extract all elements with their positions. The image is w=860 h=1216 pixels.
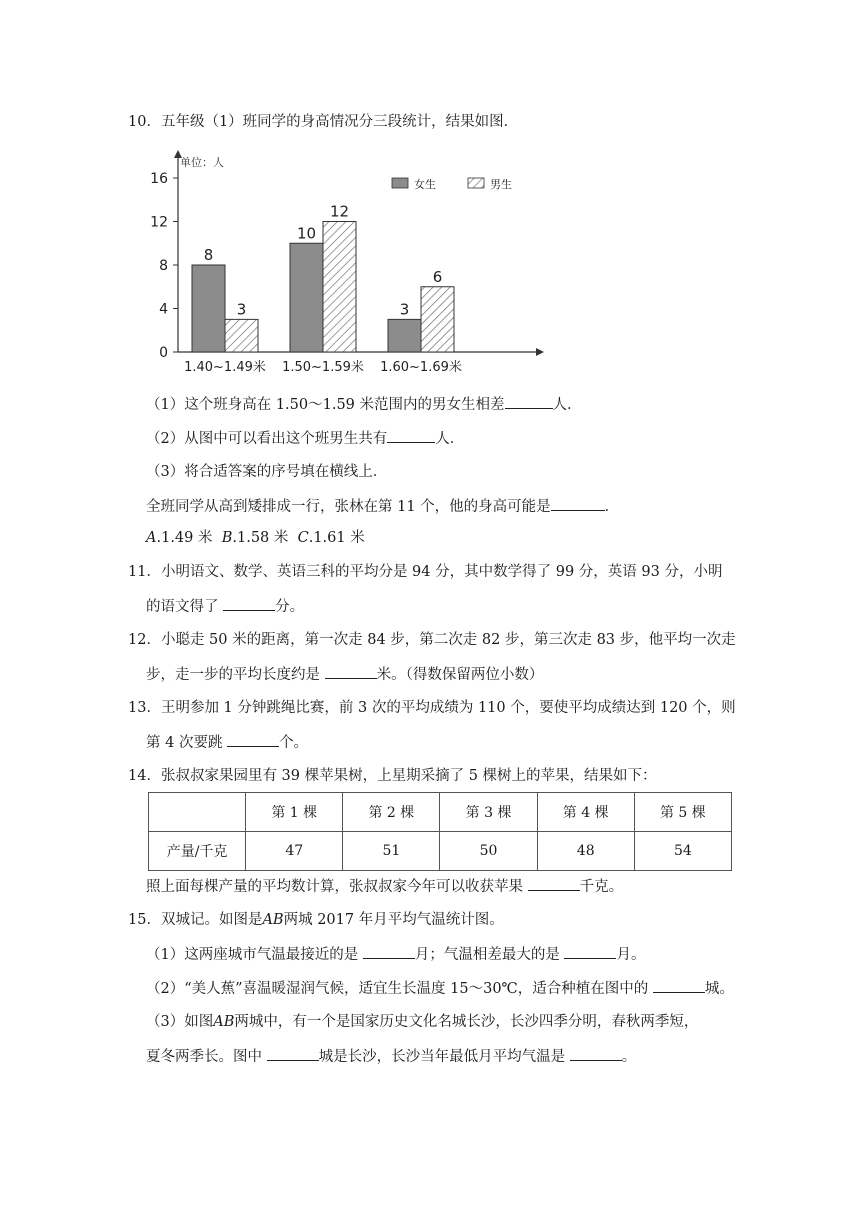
answer-blank[interactable] [505, 394, 553, 409]
bar-boys [225, 319, 258, 352]
apple-yield-table [148, 792, 732, 871]
q14-stem: 14．张叔叔家果园里有 39 棵苹果树，上星期采摘了 5 棵树上的苹果，结果如下： [128, 768, 657, 784]
q12-line1: 12．小聪走 50 米的距离，第一次走 84 步，第二次走 82 步，第三次走 83 步，他平均一次走 [128, 632, 736, 648]
q15-sub3: （3）如图AB两城中，有一个是国家历史文化名城长沙，长沙四季分明，春秋两季短， [146, 1014, 699, 1030]
bar-girls [290, 243, 323, 352]
table-row [149, 832, 732, 871]
answer-blank[interactable] [227, 732, 279, 747]
answer-blank[interactable] [528, 876, 580, 891]
table-cell: 54 [634, 832, 731, 871]
q13-line1: 13．王明参加 1 分钟跳绳比赛，前 3 次的平均成绩为 110 个，要使平均成绩达到 120 个，则 [128, 700, 736, 716]
bar-value-label: 6 [432, 267, 443, 286]
legend-label: 男生 [490, 178, 512, 191]
q10-sub3: （3）将合适答案的序号填在横线上． [146, 464, 388, 480]
y-tick-label: 8 [159, 258, 168, 274]
q10-sub2: （2）从图中可以看出这个班男生共有 人． [146, 428, 464, 449]
answer-blank[interactable] [223, 596, 275, 611]
legend-swatch [392, 178, 408, 188]
answer-blank[interactable] [325, 664, 377, 679]
q15-sub3-line2: 夏冬两季长。图中 城是长沙，长沙当年最低月平均气温是 。 [146, 1046, 636, 1067]
table-row [149, 793, 732, 832]
y-tick-label: 12 [150, 214, 168, 231]
q11-line2: 的语文得了 分。 [146, 596, 304, 617]
bar-value-label: 10 [296, 224, 317, 243]
bar-value-label: 8 [203, 246, 214, 264]
answer-blank[interactable] [653, 978, 705, 993]
chart-unit-label: 单位：人 [180, 156, 224, 169]
q11-line1: 11．小明语文、数学、英语三科的平均分是 94 分，其中数学得了 99 分，英语 93 分，小明 [128, 564, 723, 580]
table-cell: 48 [537, 832, 634, 871]
table-header-cell: 第 1 棵 [246, 793, 343, 832]
bar-girls [388, 319, 421, 352]
q15-stem: 15．双城记。如图是AB两城 2017 年月平均气温统计图。 [128, 912, 504, 928]
q10-options: A.1.49 米 B.1.58 米 C.1.61 米 [146, 530, 365, 546]
bar-boys [421, 287, 454, 352]
answer-blank[interactable] [363, 944, 415, 959]
q12-line2: 步，走一步的平均长度约是 米。（得数保留两位小数） [146, 664, 543, 685]
table-header-cell: 第 2 棵 [343, 793, 440, 832]
answer-blank[interactable] [564, 944, 616, 959]
y-tick-label: 0 [159, 345, 168, 361]
y-tick-label: 16 [150, 171, 168, 187]
x-tick-label: 1.40~1.49米 [184, 360, 266, 375]
table-header-cell: 第 3 棵 [440, 793, 537, 832]
bar-value-label: 3 [399, 300, 410, 319]
q10-sub3-question: 全班同学从高到矮排成一行，张林在第 11 个，他的身高可能是 ． [146, 496, 619, 517]
bar-girls [192, 265, 225, 352]
height-bar-chart [128, 142, 548, 378]
q13-line2: 第 4 次要跳 个。 [146, 732, 308, 753]
legend-label: 女生 [414, 178, 436, 191]
x-tick-label: 1.50~1.59米 [282, 360, 364, 375]
bar-value-label: 12 [329, 202, 350, 221]
answer-blank[interactable] [267, 1046, 319, 1061]
bar-boys [323, 222, 356, 353]
q10-stem: 10．五年级（1）班同学的身高情况分三段统计，结果如图． [128, 114, 519, 130]
q14-after: 照上面每棵产量的平均数计算，张叔叔家今年可以收获苹果 千克。 [146, 876, 623, 897]
q10-sub1: （1）这个班身高在 1.50～1.59 米范围内的男女生相差 人． [146, 394, 582, 415]
q15-sub1: （1）这两座城市气温最接近的是 月；气温相差最大的是 月。 [146, 944, 645, 965]
y-tick-label: 4 [159, 301, 168, 318]
table-cell: 50 [440, 832, 537, 871]
table-header-cell: 第 5 棵 [634, 793, 731, 832]
table-header-cell [149, 793, 246, 832]
table-row-label: 产量/千克 [149, 832, 246, 871]
table-cell: 47 [246, 832, 343, 871]
answer-blank[interactable] [551, 496, 605, 511]
x-tick-label: 1.60~1.69米 [380, 360, 462, 375]
bar-value-label: 3 [236, 300, 247, 319]
table-header-cell: 第 4 棵 [537, 793, 634, 832]
q15-sub2: （2）“美人蕉”喜温暖湿润气候，适宜生长温度 15～30℃，适合种植在图中的 城。 [146, 978, 734, 999]
legend-swatch [468, 178, 484, 188]
x-axis-arrow [536, 348, 544, 356]
answer-blank[interactable] [570, 1046, 622, 1061]
answer-blank[interactable] [387, 428, 435, 443]
table-cell: 51 [343, 832, 440, 871]
